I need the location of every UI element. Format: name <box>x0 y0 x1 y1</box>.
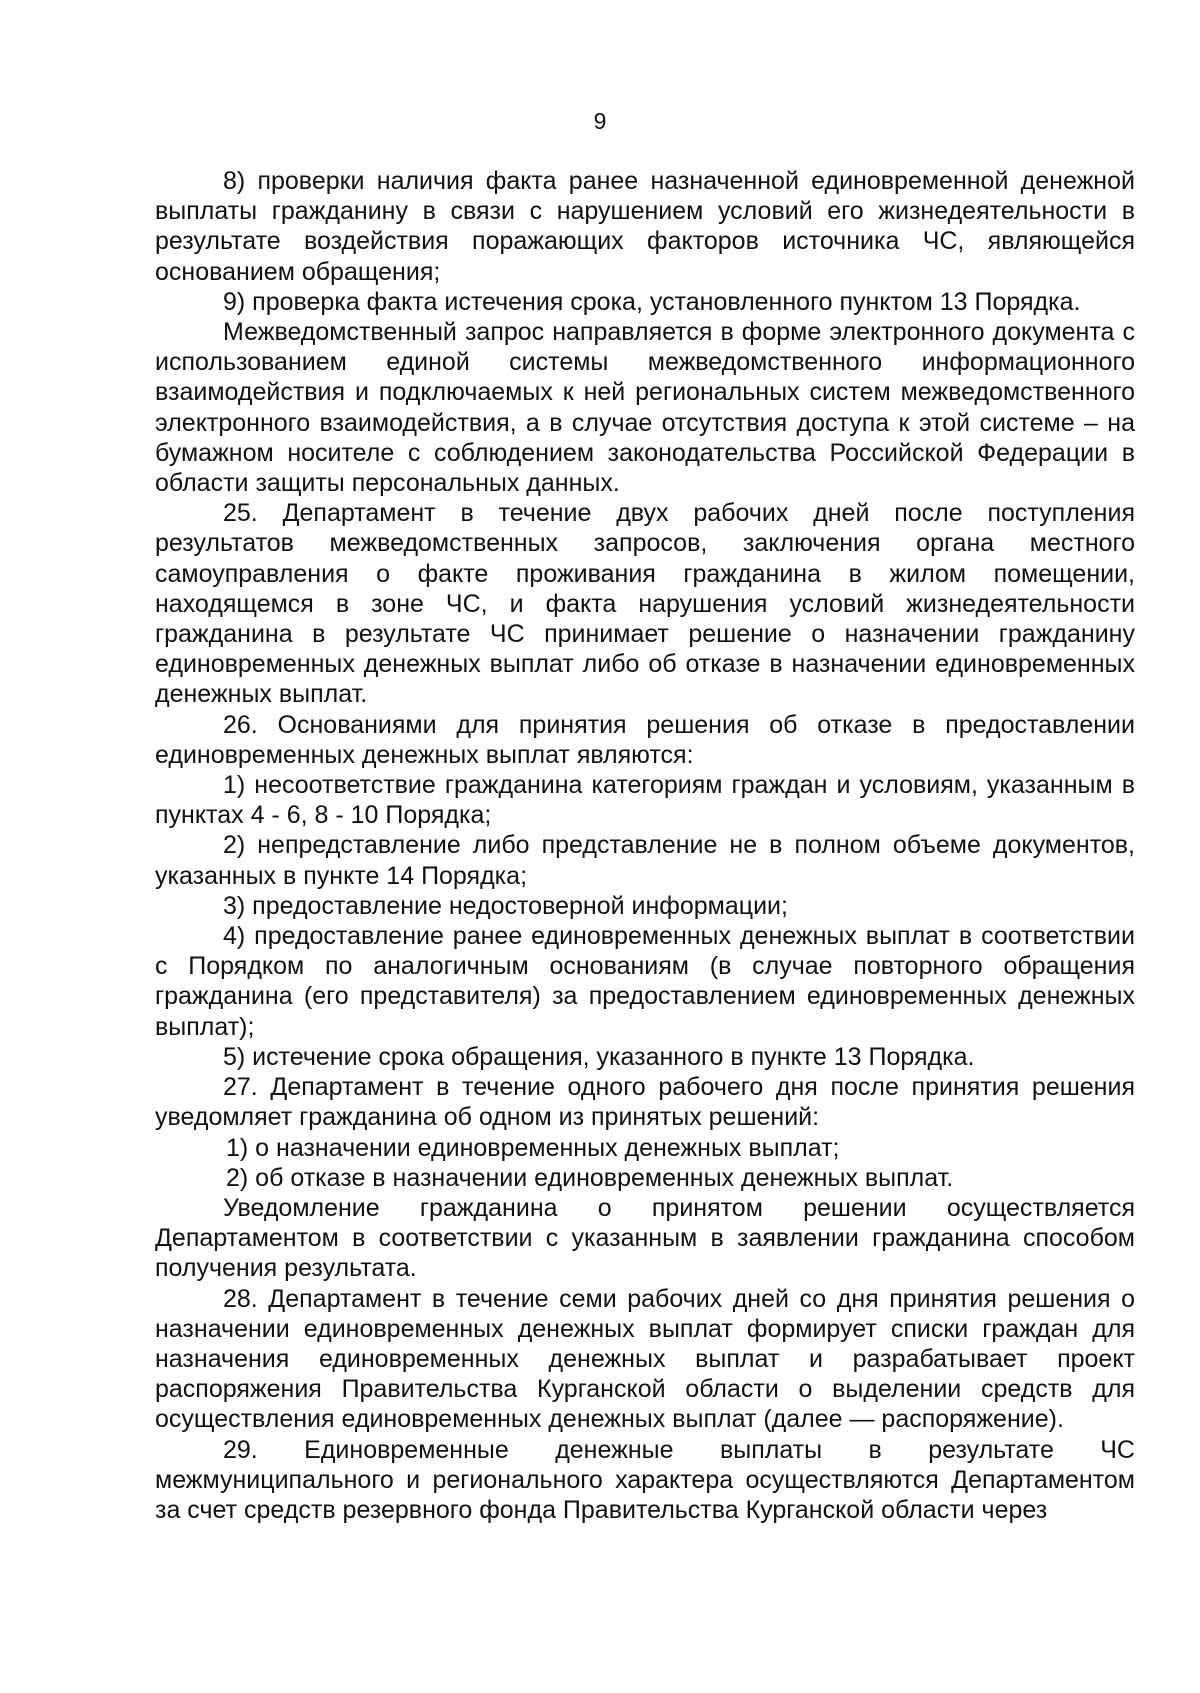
paragraph-notification: Уведомление гражданина о принятом решении осуществляется Департаментом в соответствии с указанным в заявлении гражданина способом получения результата. <box>155 1193 1135 1283</box>
paragraph-clause-28: 28. Департамент в течение семи рабочих дней со дня принятия решения о назначении единовременных денежных выплат формирует списки граждан для назначения единовременных денежных выплат и разрабатывает проект распоряжения Правительства Курганской области о выделении средств для осуществления единовременных денежных выплат (далее — распоряжение). <box>155 1284 1135 1434</box>
page-number: 9 <box>593 108 607 134</box>
paragraph-clause-27-item-2: 2) об отказе в назначении единовременных денежных выплат. <box>226 1163 954 1192</box>
paragraph-clause-26-item-2: 2) непредставление либо представление не в полном объеме документов, указанных в пункте 14 Порядка; <box>155 831 1135 890</box>
document-body <box>155 166 1135 1525</box>
paragraph-clause-26: 26. Основаниями для принятия решения об отказе в предоставлении единовременных денежных выплат являются: <box>155 710 1135 769</box>
paragraph-item-8: 8) проверки наличия факта ранее назначенной единовременной денежной выплаты гражданину в связи с нарушением условий его жизнедеятельности в результате воздействия поражающих факторов источника ЧС, являющейся основанием обращения; <box>155 167 1135 286</box>
paragraph-clause-27-item-1: 1) о назначении единовременных денежных выплат; <box>226 1133 840 1162</box>
paragraph-clause-26-item-5: 5) истечение срока обращения, указанного в пункте 13 Порядка. <box>223 1042 975 1071</box>
paragraph-clause-26-item-1: 1) несоответствие гражданина категориям граждан и условиям, указанным в пунктах 4 - 6, 8 - 10 Порядка; <box>155 771 1135 830</box>
paragraph-clause-29: 29. Единовременные денежные выплаты в результате ЧС межмуниципального и регионального характера осуществляются Департаментом за счет средств резервного фонда Правительства Курганской области через <box>155 1435 1135 1524</box>
paragraph-clause-25: 25. Департамент в течение двух рабочих дней после поступления результатов межведомственных запросов, заключения органа местного самоуправления о факте проживания гражданина в жилом помещении, находящемся в зоне ЧС, и факта нарушения условий жизнедеятельности гражданина в результате ЧС принимает решение о назначении гражданину единовременных денежных выплат либо об отказе в назначении единовременных денежных выплат. <box>155 499 1135 709</box>
paragraph-clause-27: 27. Департамент в течение одного рабочего дня после принятия решения уведомляет гражданина об одном из принятых решений: <box>155 1073 1135 1132</box>
paragraph-item-9: 9) проверка факта истечения срока, установленного пунктом 13 Порядка. <box>223 287 1081 316</box>
paragraph-clause-26-item-4: 4) предоставление ранее единовременных денежных выплат в соответствии с Порядком по аналогичным основаниям (в случае повторного обращения гражданина (его представителя) за предоставлением единовременных денежных выплат); <box>155 922 1135 1041</box>
paragraph-clause-26-item-3: 3) предоставление недостоверной информации; <box>223 891 788 920</box>
paragraph-interagency-request: Межведомственный запрос направляется в форме электронного документа с использованием единой системы межведомственного информационного взаимодействия и подключаемых к ней региональных систем межведомственного электронного взаимодействия, а в случае отсутствия доступа к этой системе – на бумажном носителе с соблюдением законодательства Российской Федерации в области защиты персональных данных. <box>155 318 1135 498</box>
